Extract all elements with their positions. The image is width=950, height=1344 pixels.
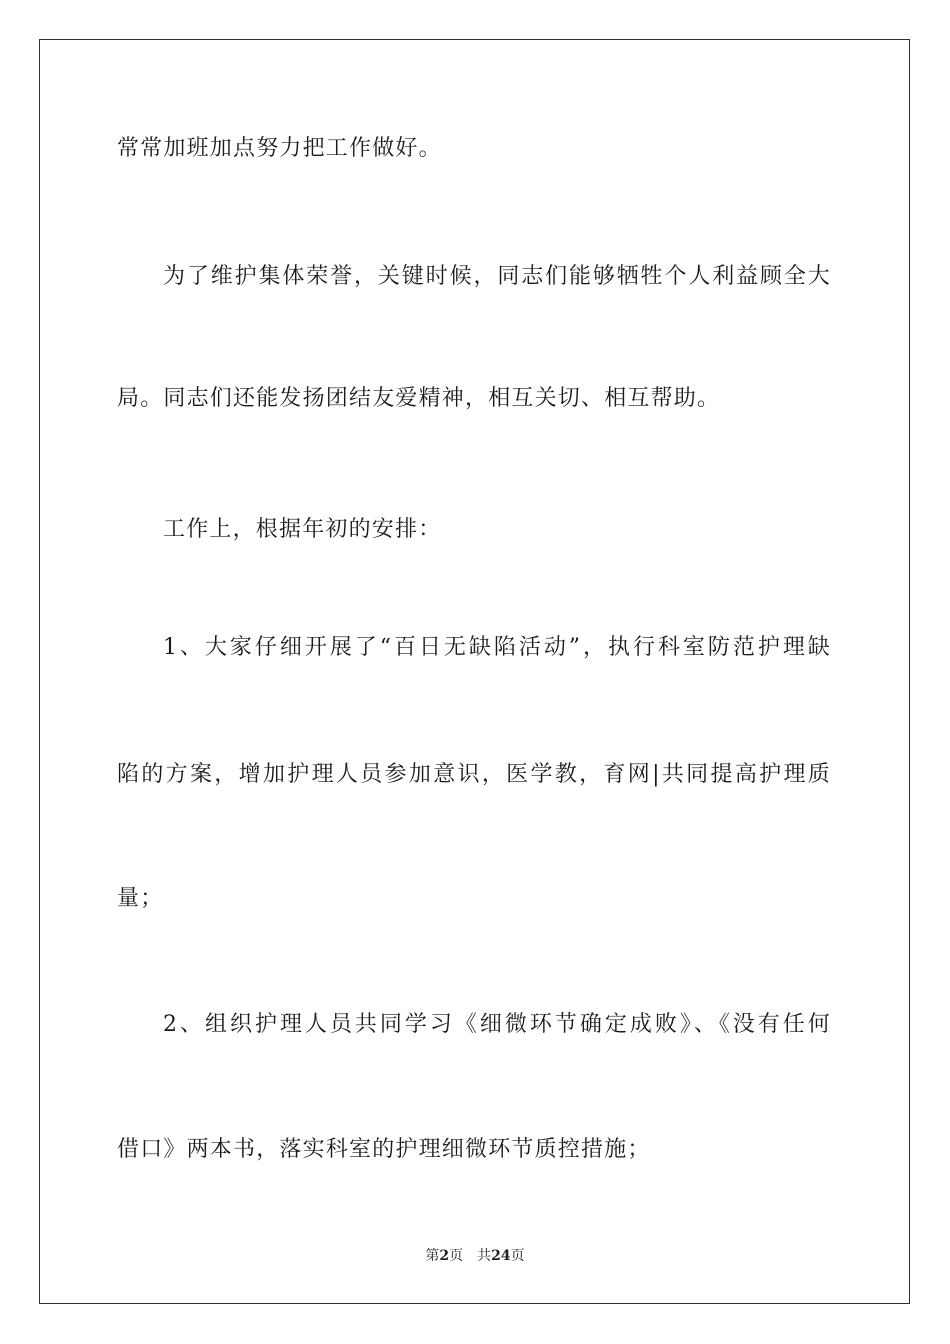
- footer-page-number: 2: [439, 1248, 450, 1264]
- footer-page-suffix: 页: [449, 1248, 464, 1264]
- text-line-6: 陷的方案，增加护理人员参加意识，医学教，育网|共同提高护理质: [117, 762, 831, 787]
- text-line-4: 工作上，根据年初的安排：: [163, 517, 442, 542]
- text-line-9: 借口》两本书，落实科室的护理细微环节质控措施；: [117, 1137, 651, 1162]
- footer-total-pages: 24: [491, 1248, 511, 1264]
- text-line-8: 2、组织护理人员共同学习《细微环节确定成败》、《没有任何: [163, 1012, 831, 1037]
- footer-total-suffix: 页: [510, 1248, 525, 1264]
- footer-total-prefix: 共: [477, 1248, 492, 1264]
- text-line-2: 为了维护集体荣誉，关键时候，同志们能够牺牲个人利益顾全大: [163, 264, 831, 289]
- text-line-3: 局。同志们还能发扬团结友爱精神，相互关切、相互帮助。: [117, 386, 721, 411]
- footer-page-prefix: 第: [425, 1248, 440, 1264]
- text-line-1: 常常加班加点努力把工作做好。: [117, 136, 442, 161]
- text-line-5: 1、大家仔细开展了“百日无缺陷活动”，执行科室防范护理缺: [163, 635, 831, 660]
- page-border: [39, 39, 910, 1304]
- text-line-7: 量；: [117, 886, 164, 911]
- page-footer: [0, 1247, 950, 1265]
